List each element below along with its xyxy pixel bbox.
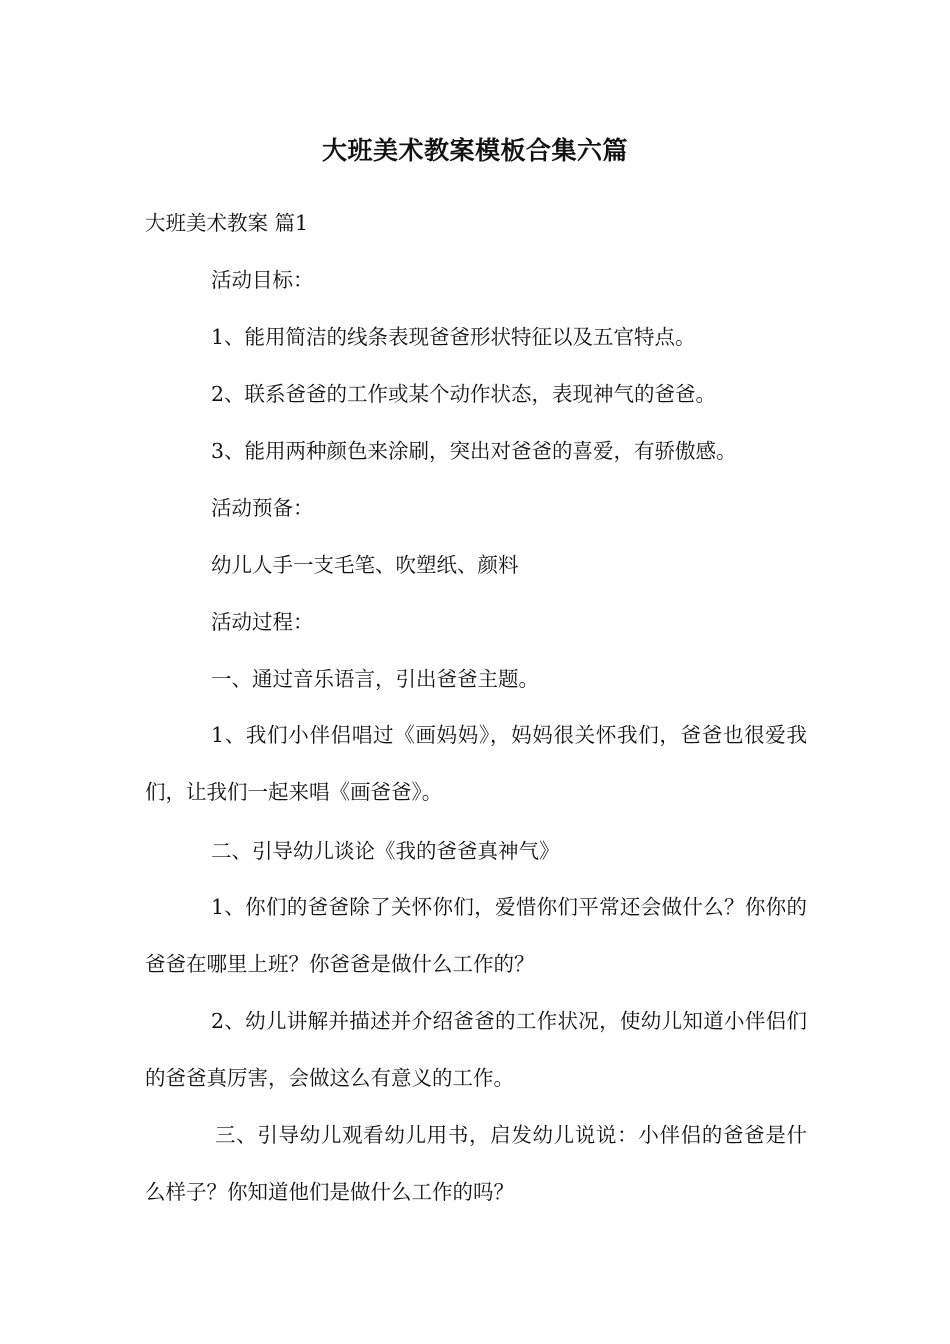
objectives-label: 活动目标： [211,268,314,292]
step3-paragraph: 三、引导幼儿观看幼儿用书，启发幼儿说说：小伴侣的爸爸是什么样子？你知道他们是做什么工作的吗？ [145,1123,807,1204]
preparation-label: 活动预备： [211,496,314,520]
step1-item1-paragraph: 1、我们小伴侣唱过《画妈妈》，妈妈很关怀我们，爸爸也很爱我们，让我们一起来唱《画爸爸》。 [145,723,807,804]
step1-heading: 一、通过音乐语言，引出爸爸主题。 [211,667,539,691]
document-title: 大班美术教案模板合集六篇 [321,136,628,165]
step2-item1-paragraph: 1、你们的爸爸除了关怀你们，爱惜你们平常还会做什么？你你的爸爸在哪里上班？你爸爸是做什么工作的？ [145,895,807,976]
objective-item: 2、联系爸爸的工作或某个动作状态，表现神气的爸爸。 [211,382,717,406]
step2-heading: 二、引导幼儿谈论《我的爸爸真神气》 [211,839,560,863]
step2-item2-paragraph: 2、幼儿讲解并描述并介绍爸爸的工作状况，使幼儿知道小伴侣们的爸爸真厉害，会做这么有意义的工作。 [145,1009,807,1090]
preparation-text: 幼儿人手一支毛笔、吹塑纸、颜料 [211,553,519,577]
section-heading: 大班美术教案 篇1 [145,211,309,235]
process-label: 活动过程： [211,610,314,634]
objective-item: 1、能用简洁的线条表现爸爸形状特征以及五官特点。 [211,325,696,349]
objective-item: 3、能用两种颜色来涂刷，突出对爸爸的喜爱，有骄傲感。 [211,439,737,463]
